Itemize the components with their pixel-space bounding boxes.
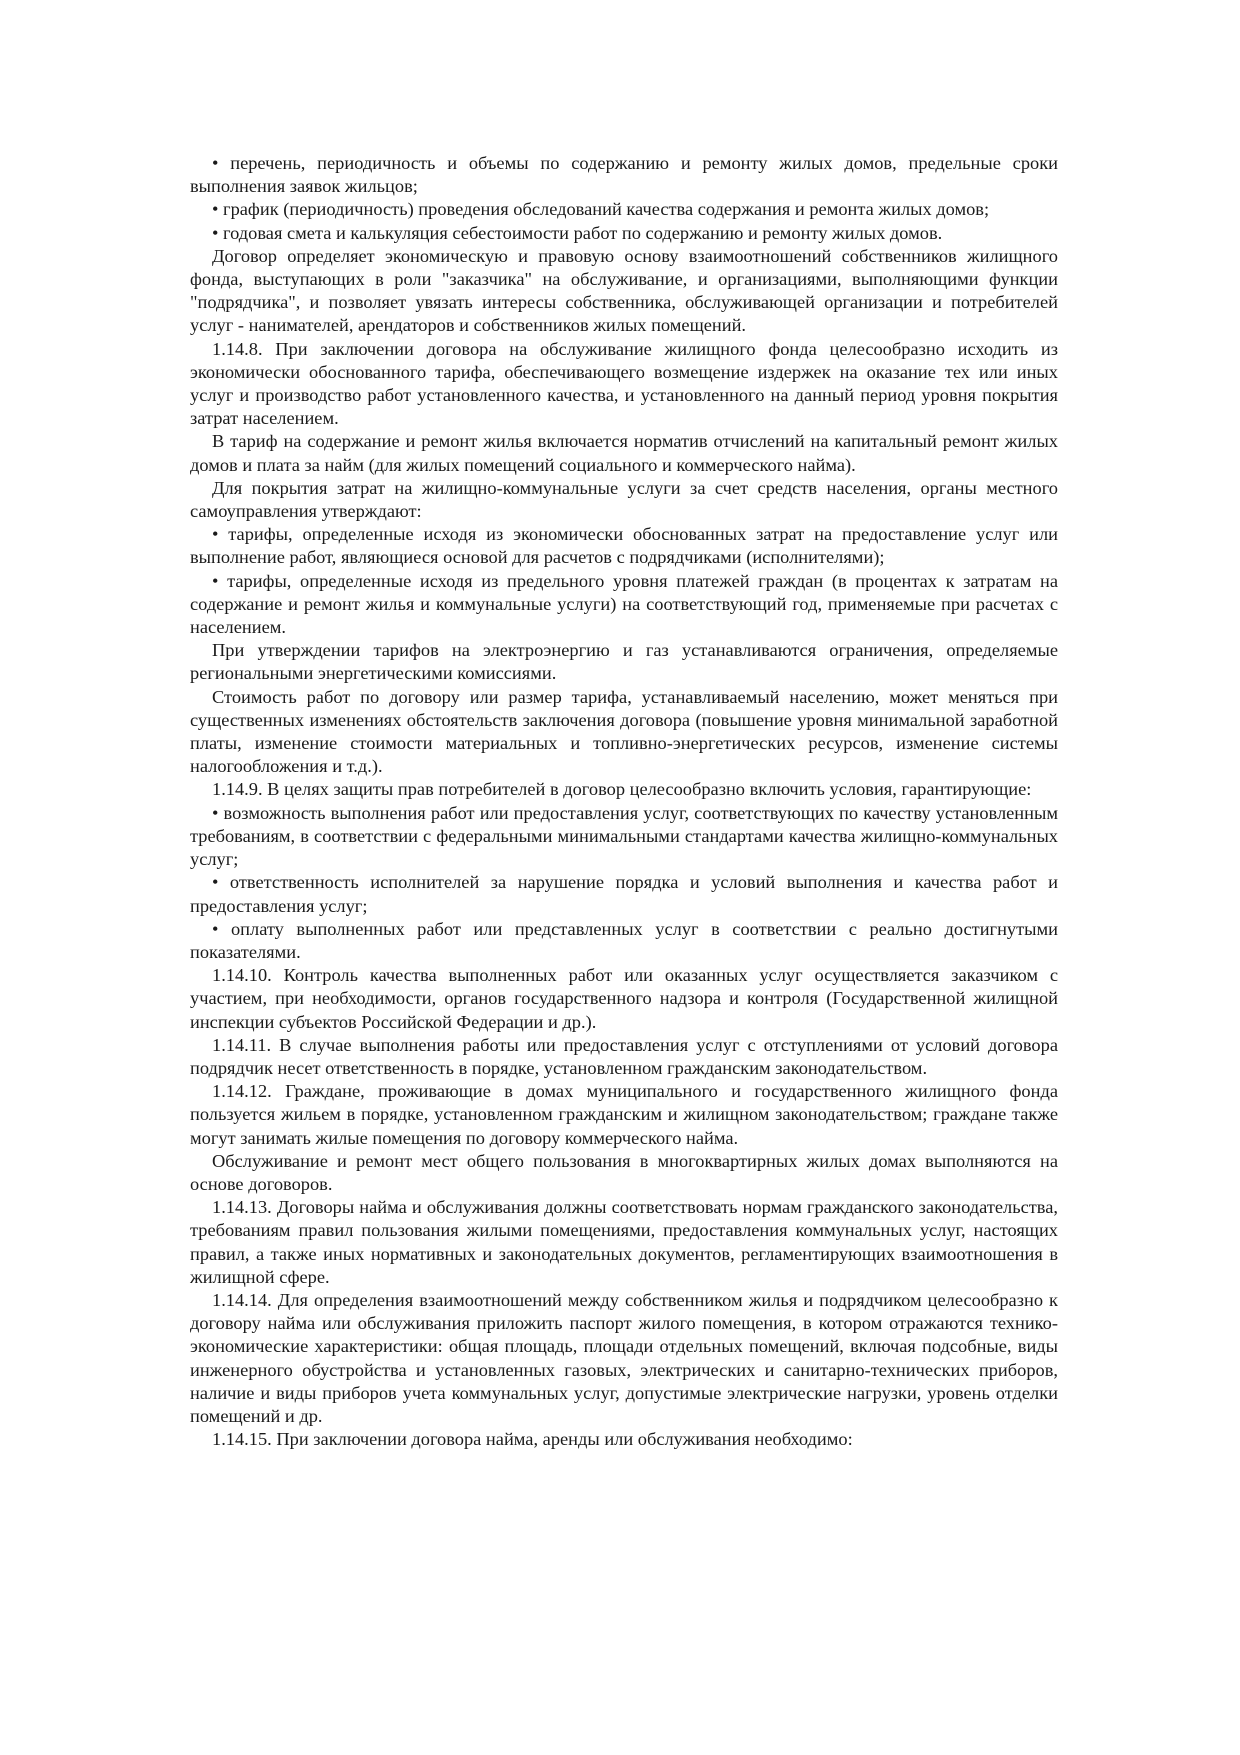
paragraph-16: 1.14.10. Контроль качества выполненных работ или оказанных услуг осуществляется заказчиком с участием, при необходимости, органов государственного надзора и контроля (Государственной жилищной инспекции субъектов Российской Федерации и др.).	[190, 965, 1058, 1032]
paragraph-2: • график (периодичность) проведения обследований качества содержания и ремонта жилых домов;	[212, 199, 990, 220]
paragraph-9: • тарифы, определенные исходя из предельного уровня платежей граждан (в процентах к затратам на содержание и ремонт жилья и коммунальные услуги) на соответствующий год, применяемые при расчетах с населением.	[190, 570, 1058, 638]
paragraph-10: При утверждении тарифов на электроэнергию и газ устанавливаются ограничения, определяемые региональными энергетическими комиссиями.	[190, 640, 1058, 684]
document-page	[190, 152, 1058, 1451]
paragraph-5: 1.14.8. При заключении договора на обслуживание жилищного фонда целесообразно исходить из экономически обоснованного тарифа, обеспечивающего возмещение издержек на оказание тех или иных услуг и производство работ установленного качества, и установленного на данный период уровня покрытия затрат населением.	[190, 338, 1058, 429]
paragraph-20: 1.14.13. Договоры найма и обслуживания должны соответствовать нормам гражданского законодательства, требованиям правил пользования жилыми помещениями, предоставления коммунальных услуг, настоящих правил, а также иных нормативных и законодательных документов, регламентирующих взаимоотношения в жилищной сфере.	[190, 1197, 1058, 1287]
paragraph-6: В тариф на содержание и ремонт жилья включается норматив отчислений на капитальный ремонт жилых домов и плата за найм (для жилых помещений социального и коммерческого найма).	[190, 431, 1058, 475]
paragraph-11: Стоимость работ по договору или размер тарифа, устанавливаемый населению, может меняться при существенных изменениях обстоятельств заключения договора (повышение уровня минимальной заработной платы, изменение стоимости материальных и топливно-энергетических ресурсов, изменение системы налогообложения и т.д.).	[190, 686, 1058, 777]
paragraph-14: • ответственность исполнителей за нарушение порядка и условий выполнения и качества работ и предоставления услуг;	[190, 872, 1058, 916]
paragraph-22: 1.14.15. При заключении договора найма, аренды или обслуживания необходимо:	[212, 1429, 853, 1450]
paragraph-15: • оплату выполненных работ или представленных услуг в соответствии с реально достигнутыми показателями.	[190, 918, 1058, 962]
paragraph-7: Для покрытия затрат на жилищно-коммунальные услуги за счет средств населения, органы местного самоуправления утверждают:	[190, 477, 1058, 522]
paragraph-12: 1.14.9. В целях защиты прав потребителей в договор целесообразно включить условия, гарантирующие:	[212, 779, 1032, 800]
paragraph-4: Договор определяет экономическую и правовую основу взаимоотношений собственников жилищного фонда, выступающих в роли "заказчика" на обслуживание, и организациями, выполняющими функции "подрядчика", и позволяет увязать интересы собственника, обслуживающей организации и потребителей услуг - нанимателей, арендаторов и собственников жилых помещений.	[190, 245, 1058, 336]
paragraph-17: 1.14.11. В случае выполнения работы или предоставления услуг с отступлениями от условий договора подрядчик несет ответственность в порядке, установленном гражданским законодательством.	[190, 1034, 1058, 1078]
paragraph-13: • возможность выполнения работ или предоставления услуг, соответствующих по качеству установленным требованиям, в соответствии с федеральными минимальными стандартами качества жилищно-коммунальных услуг;	[190, 802, 1058, 870]
paragraph-19: Обслуживание и ремонт мест общего пользования в многоквартирных жилых домах выполняются на основе договоров.	[190, 1150, 1058, 1194]
paragraph-18: 1.14.12. Граждане, проживающие в домах муниципального и государственного жилищного фонда пользуется жильем в порядке, установленном гражданским и жилищном законодательством; граждане также могут занимать жилые помещения по договору коммерческого найма.	[190, 1081, 1058, 1148]
paragraph-1: • перечень, периодичность и объемы по содержанию и ремонту жилых домов, предельные сроки выполнения заявок жильцов;	[190, 153, 1058, 197]
paragraph-8: • тарифы, определенные исходя из экономически обоснованных затрат на предоставление услуг или выполнение работ, являющиеся основой для расчетов с подрядчиками (исполнителями);	[190, 524, 1058, 568]
paragraph-3: • годовая смета и калькуляция себестоимости работ по содержанию и ремонту жилых домов.	[212, 222, 943, 243]
paragraph-21: 1.14.14. Для определения взаимоотношений между собственником жилья и подрядчиком целесообразно к договору найма или обслуживания приложить паспорт жилого помещения, в котором отражаются технико-экономические характеристики: общая площадь, площади отдельных помещений, включая подсобные, виды инженерного обустройства и установленных газовых, электрических и санитарно-технических приборов, наличие и виды приборов учета коммунальных услуг, допустимые электрические нагрузки, уровень отделки помещений и др.	[190, 1289, 1058, 1426]
